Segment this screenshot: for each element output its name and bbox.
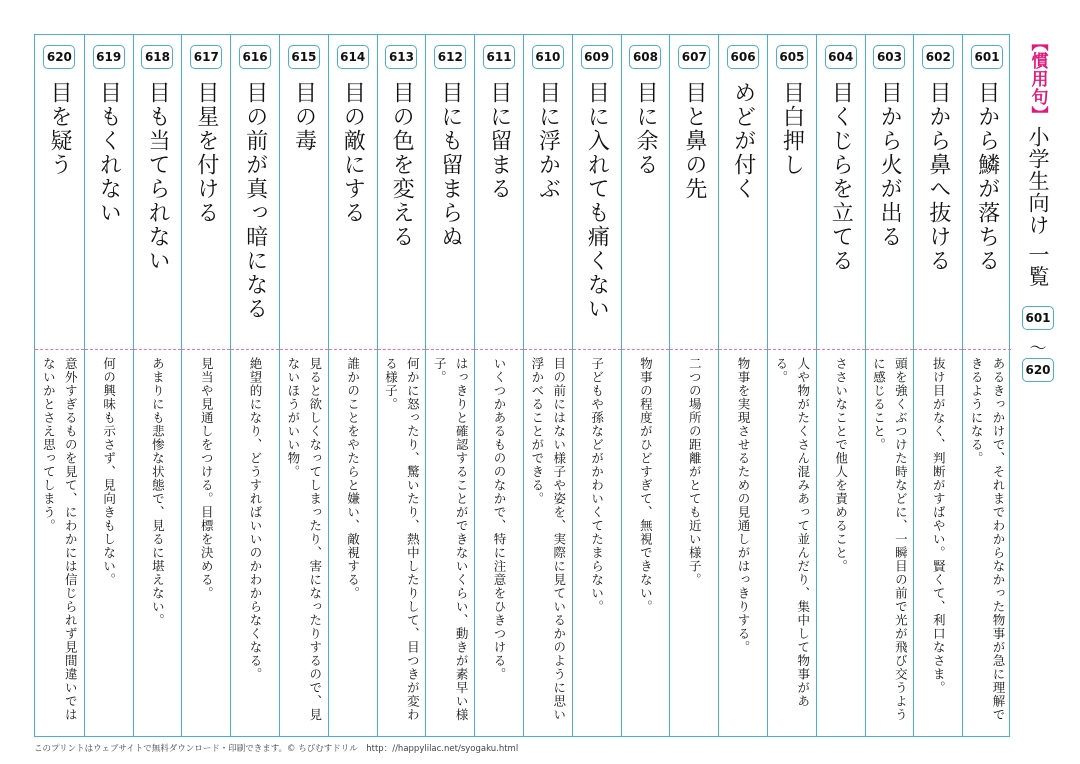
idiom-number-badge: 604 [825,45,857,69]
idiom-meaning: 意外すぎるものを見て、にわかには信じられず見間違いではないかとさえ思ってしまう。 [41,357,79,722]
idiom-number-badge: 612 [434,45,466,69]
dashed-divider [914,349,962,350]
idiom-column [279,35,328,736]
idiom-column [328,35,377,736]
idiom-meaning: 子どもや孫などがかわいくてたまらない。 [589,357,605,614]
dashed-divider [85,349,133,350]
idiom-number-badge: 603 [873,45,905,69]
idiom-phrase: 目に留まる [486,81,512,201]
dashed-divider [231,349,279,350]
page-title: 小学生向け 一覧 [1026,126,1050,288]
idiom-number-badge: 607 [678,45,710,69]
idiom-phrase: 目から鼻へ抜ける [925,81,951,273]
idiom-meaning: 物事を実現させるための見通しがはっきりする。 [736,357,752,654]
idiom-meaning: 何かに怒ったり、驚いたり、熱中したりして、目つきが変わる様子。 [383,357,421,722]
idiom-column [962,35,1011,736]
idiom-phrase: 目の色を変える [389,81,415,249]
idiom-number-badge: 616 [239,45,271,69]
idiom-number-badge: 610 [532,45,564,69]
idiom-meaning: 頭を強くぶつけた時などに、一瞬目の前で光が飛び交うように感じること。 [871,357,909,722]
idiom-column [865,35,914,736]
idiom-phrase: 目から鱗が落ちる [974,81,1000,273]
idiom-column [181,35,230,736]
idiom-column [572,35,621,736]
idiom-phrase: 目と鼻の先 [681,81,707,201]
idiom-column [425,35,474,736]
idiom-meaning: いくつかあるもののなかで、特に注意をひきつける。 [492,357,508,681]
idiom-meaning: ささいなことで他人を責めること。 [833,357,849,573]
idiom-phrase: 目の毒 [291,81,317,153]
idiom-column [621,35,670,736]
idiom-meaning: あまりにも悲惨な状態で、見るに堪えない。 [150,357,166,627]
idiom-column [913,35,962,736]
idiom-number-badge: 618 [141,45,173,69]
idiom-column [377,35,426,736]
idiom-meaning: 見ると欲しくなってしまったり、害になったりするので、見ないほうがいい物。 [285,357,323,722]
idiom-column [669,35,718,736]
dashed-divider [524,349,572,350]
dashed-divider [817,349,865,350]
idiom-meaning: 抜け目がなく、判断がすばやい。賢くて、利口なさま。 [931,357,947,695]
idiom-column [474,35,523,736]
range-separator: 〜 [1029,339,1047,359]
dashed-divider [134,349,182,350]
idiom-column [767,35,816,736]
idiom-number-badge: 613 [385,45,417,69]
idiom-phrase: 目くじらを立てる [828,81,854,273]
range-start-badge: 601 [1022,306,1054,330]
idiom-phrase: 目も当てられない [145,81,171,273]
footer-note: このプリントはウェブサイトで無料ダウンロード・印刷できます。© ちびむすドリル http：//happylilac.net/syogaku.html [34,744,519,754]
idiom-phrase: 目を疑う [47,81,73,177]
idiom-column [133,35,182,736]
dashed-divider [622,349,670,350]
idiom-phrase: 目にも留まらぬ [437,81,463,249]
category-tag: 【慣用句】 [1027,34,1048,124]
idiom-number-badge: 608 [629,45,661,69]
idiom-meaning: はっきりと確認することができないくらい、動きが素早い様子。 [432,357,470,722]
idiom-meaning: 絶望的になり、どうすればいいのかわからなくなる。 [248,357,264,681]
idiom-phrase: 目に浮かぶ [535,81,561,201]
idiom-number-badge: 611 [483,45,515,69]
idiom-number-badge: 605 [776,45,808,69]
idiom-number-badge: 609 [581,45,613,69]
idiom-phrase: 目に余る [633,81,659,177]
dashed-divider [768,349,816,350]
idiom-column [718,35,767,736]
idiom-phrase: 目に入れても痛くない [584,81,610,321]
range-end-badge: 620 [1022,358,1054,382]
idiom-phrase: 目もくれない [96,81,122,225]
idiom-number-badge: 620 [43,45,75,69]
idiom-meaning: 物事の程度がひどすぎて、無視できない。 [638,357,654,614]
idiom-number-badge: 601 [971,45,1003,69]
idiom-phrase: 目星を付ける [193,81,219,225]
dashed-divider [35,349,84,350]
dashed-divider [426,349,474,350]
idiom-number-badge: 617 [190,45,222,69]
dashed-divider [963,349,1011,350]
idiom-meaning: あるきっかけで、それまでわからなかった物事が急に理解できるようになる。 [969,357,1006,722]
title-panel [1016,34,1060,737]
idiom-phrase: 目の前が真っ暗になる [242,81,268,321]
idiom-column [35,35,84,736]
idiom-number-badge: 602 [922,45,954,69]
dashed-divider [329,349,377,350]
idiom-column [84,35,133,736]
dashed-divider [475,349,523,350]
idiom-meaning: 目の前にはない様子や姿を、実際に見ているかのように思い浮かべることができる。 [529,357,567,722]
idiom-phrase: 目の敵にする [340,81,366,225]
dashed-divider [573,349,621,350]
idiom-meaning: 何の興味も示さず、見向きもしない。 [101,357,117,587]
dashed-divider [280,349,328,350]
dashed-divider [378,349,426,350]
idiom-phrase: 目から火が出る [877,81,903,249]
dashed-divider [182,349,230,350]
dashed-divider [719,349,767,350]
dashed-divider [866,349,914,350]
idiom-phrase: めどが付く [730,81,756,201]
idiom-column [523,35,572,736]
idiom-number-badge: 614 [337,45,369,69]
idiom-meaning: 二つの場所の距離がとても近い様子。 [687,357,703,587]
idiom-number-badge: 606 [727,45,759,69]
idiom-table [34,34,1010,737]
dashed-divider [670,349,718,350]
idiom-meaning: 誰かのことをやたらと嫌い、敵視する。 [345,357,361,600]
idiom-number-badge: 619 [93,45,125,69]
idiom-phrase: 目白押し [779,81,805,177]
idiom-meaning: 人や物がたくさん混みあって並んだり、集中して物事がある。 [773,357,811,708]
idiom-column [816,35,865,736]
idiom-number-badge: 615 [288,45,320,69]
idiom-column [230,35,279,736]
idiom-meaning: 見当や見通しをつける。目標を決める。 [199,357,215,600]
